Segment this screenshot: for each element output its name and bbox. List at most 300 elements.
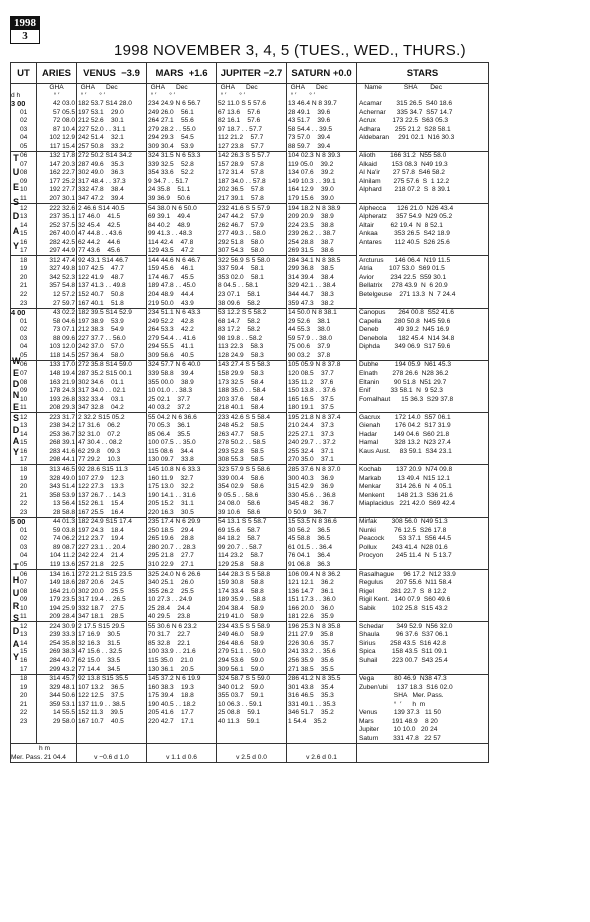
mars-cell: 355 26.2 25.5 <box>148 587 194 595</box>
jupiter-cell: 248 45.2 58.5 <box>218 422 264 430</box>
ut-cell: 08 <box>20 169 28 177</box>
ut-cell: 21 <box>20 282 28 290</box>
jupiter-cell: 264 48.6 58.9 <box>218 639 264 647</box>
stars-cell: Denebola 182 45.4 N14 34.8 <box>359 334 455 342</box>
mars-cell: 309 30.4 53.9 <box>148 143 216 152</box>
ut-cell: 04 <box>20 343 28 351</box>
saturn-cell: 209 20.9 38.9 <box>288 213 334 221</box>
aries-cell: 178 24.3 <box>49 387 75 395</box>
saturn-cell: 316 46.5 35.3 <box>288 692 334 700</box>
jupiter-cell: 82 16.1 57.6 <box>218 117 261 125</box>
mars-cell: 189 47.8 . . 45.0 <box>148 282 196 290</box>
saturn-cell: 91 06.8 36.3 <box>288 561 356 570</box>
mars-cell: 70 31.7 22.7 <box>148 631 191 639</box>
ut-cell: 04 <box>20 134 28 142</box>
jupiter-cell: 232 41.6 S 5 57.9 <box>218 204 271 212</box>
saturn-column <box>287 100 357 744</box>
mars-cell: 100 07.5 . . 35.0 <box>148 439 196 447</box>
stars-cell <box>359 561 488 570</box>
jupiter-cell: 262 46.7 57.9 <box>218 221 264 229</box>
mars-cell: 249 52.2 42.8 <box>148 317 194 325</box>
mars-cell: 175 39.4 18.8 <box>148 692 194 700</box>
saturn-magnitude: +0.0 <box>332 67 352 79</box>
saturn-cell: 88 59.7 39.4 <box>288 143 356 152</box>
ut-cell: 13 <box>20 422 28 430</box>
ut-cell: 21 <box>20 491 28 499</box>
venus-header: VENUS −3.9 <box>77 63 147 84</box>
aries-cell: 72 08.0 <box>53 117 75 125</box>
day-letter: D <box>12 211 20 222</box>
stars-cell <box>359 404 488 413</box>
ut-cell: 03 <box>20 125 28 133</box>
venus-cell: 17 31.6 06.2 <box>78 422 121 430</box>
mars-cell: 295 21.8 27.7 <box>148 552 194 560</box>
mars-cell: 175 13.0 32.2 <box>148 483 194 491</box>
stars-cell: Rigil Kent. 140 07.9 S60 49.6 <box>359 596 451 604</box>
saturn-cell: 164 12.9 39.0 <box>288 186 334 194</box>
data-row <box>11 100 489 744</box>
stars-tail-cell: Jupiter 10 10.0 20 24 <box>359 726 438 734</box>
day-letter: S <box>12 613 19 624</box>
jupiter-cell: 128 24.9 58.3 <box>218 352 286 361</box>
mars-cell: 234 51.1 N 6 43.3 <box>148 309 201 317</box>
saturn-cell: 225 27.1 37.3 <box>288 430 334 438</box>
aries-cell: 342 52.3 <box>49 273 75 281</box>
mars-cell: 55 04.2 N 6 36.6 <box>148 413 197 421</box>
saturn-cell: 239 26.2 . . 38.7 <box>288 230 336 238</box>
venus-cell: 47 15.6 . . 32.5 <box>78 648 122 656</box>
jupiter-footer: v 2.5 d 0.0 <box>217 744 287 763</box>
stars-cell: Gacrux 172 14.0 S57 06.1 <box>359 413 451 421</box>
ut-cell: 07 <box>20 369 28 377</box>
mars-cell: 205 15.2 31.1 <box>148 500 194 508</box>
stars-footer <box>357 744 489 763</box>
aries-cell: 42 03.0 <box>53 100 75 107</box>
jupiter-cell: 112 21.2 57.7 <box>218 134 264 142</box>
ut-cell: 12 <box>20 622 28 630</box>
mars-cell: 309 56.6 40.5 <box>148 352 216 361</box>
saturn-cell: 73 57.0 39.4 <box>288 134 331 142</box>
venus-cell: 227 37.7 . . 56.0 <box>78 334 126 342</box>
ut-cell: 17 <box>11 666 36 675</box>
saturn-cell: 299 36.8 38.5 <box>288 265 334 273</box>
saturn-cell: 136 14.7 36.1 <box>288 587 334 595</box>
jupiter-cell: 308 55.3 58.5 <box>218 456 286 465</box>
jupiter-cell: 99 20.7 . . 58.7 <box>218 543 262 551</box>
jupiter-column <box>217 100 287 744</box>
ut-cell: 05 <box>11 561 36 570</box>
stars-cell: Procyon 245 11.4 N 5 13.7 <box>359 552 452 560</box>
stars-cell: Kochab 137 20.9 N74 09.8 <box>359 465 453 473</box>
day-letter: T <box>13 562 19 573</box>
stars-cell: Alkaid 153 08.3 N49 19.3 <box>359 160 448 168</box>
jupiter-cell: 144 28.3 S 5 58.8 <box>218 570 271 578</box>
aries-cell: 282 42.5 <box>49 238 75 246</box>
mars-cell: 100 33.9 . . 21.6 <box>148 648 196 656</box>
venus-cell: 182 39.5 S14 52.9 <box>78 309 132 317</box>
jupiter-cell: 172 31.4 57.8 <box>218 169 264 177</box>
jupiter-cell: 203 37.6 58.4 <box>218 395 264 403</box>
saturn-cell: 240 29.7 . . 37.2 <box>288 439 336 447</box>
ut-cell: 02 <box>20 326 28 334</box>
aries-cell: 73 07.1 <box>53 326 75 334</box>
stars-cell: Arcturus 146 06.4 N19 11.5 <box>359 256 451 264</box>
stars-cell: Alnilam 275 57.6 S 1 12.2 <box>359 177 450 185</box>
day-letter: E <box>12 367 19 378</box>
aries-cell: 268 39.1 <box>49 439 75 447</box>
aries-cell: 252 37.5 <box>49 221 75 229</box>
venus-cell: 152 40.7 50.8 <box>78 291 124 299</box>
year-page-box <box>10 16 40 44</box>
stars-cell: Avior 234 22.5 S59 30.1 <box>359 273 447 281</box>
ut-cell: 19 <box>20 683 28 691</box>
jupiter-cell: 292 51.8 58.0 <box>218 238 264 246</box>
venus-cell: 32 16.3 31.5 <box>78 639 121 647</box>
venus-cell: 62 15.0 33.5 <box>78 657 121 664</box>
ut-cell: 09 <box>20 387 28 395</box>
saturn-cell: 0 50.9 36.7 <box>288 509 356 518</box>
venus-footer: v −0.6 d 1.0 <box>77 744 147 763</box>
mars-cell: 279 28.2 . . 55.0 <box>148 125 196 133</box>
saturn-cell: 1 54.4 35.2 <box>288 717 327 725</box>
saturn-cell: 166 20.0 36.0 <box>288 604 334 612</box>
jupiter-cell: 307 54.3 58.0 <box>218 247 286 256</box>
ut-cell: 01 <box>20 108 28 116</box>
aries-header: ARIES <box>37 63 77 84</box>
aries-cell: 269 38.3 <box>49 648 75 656</box>
mars-cell: 39 36.9 50.6 <box>148 195 216 204</box>
mars-cell: 355 00.0 38.9 <box>148 378 194 386</box>
page-title: 1998 NOVEMBER 3, 4, 5 (TUES., WED., THURS.) <box>114 42 466 59</box>
mars-cell: 190 40.5 . . 18.2 <box>148 700 196 708</box>
day-letter: D <box>12 379 20 389</box>
venus-magnitude: −3.9 <box>121 67 140 79</box>
saturn-cell: 150 13.8 . . 37.6 <box>288 387 336 395</box>
ut-cell: 10 <box>20 186 28 194</box>
jupiter-cell: 189 35.9 . . 58.8 <box>218 596 266 604</box>
venus-cell: 257 36.4 58.0 <box>78 352 146 361</box>
jupiter-cell: 54 13.1 S 5 58.7 <box>218 518 267 526</box>
saturn-cell: 285 37.6 N 8 37.0 <box>288 465 341 473</box>
saturn-header: SATURN +0.0 <box>287 63 357 84</box>
venus-cell: 242 51.4 32.1 <box>78 134 124 142</box>
stars-cell <box>359 666 488 675</box>
mars-cell: 145 37.2 N 6 19.9 <box>148 675 201 683</box>
ut-cell: 22 <box>20 709 28 717</box>
venus-cell: 182 53.7 S14 28.0 <box>78 100 132 107</box>
ut-cell: 15 <box>20 439 28 447</box>
jupiter-cell: 127 23.8 57.7 <box>218 143 286 152</box>
jupiter-cell: 202 36.5 57.8 <box>218 186 264 194</box>
stars-cell: Venus 139 37.3 11 50 <box>359 709 441 717</box>
saturn-cell: 105 05.9 N 8 37.8 <box>288 361 341 369</box>
aries-cell: 74 06.2 <box>53 535 75 543</box>
ut-cell: 13 <box>20 631 28 639</box>
aries-cell: 253 36.7 <box>49 430 75 438</box>
saturn-cell: 165 16.5 37.5 <box>288 395 334 403</box>
stars-cell: Alphecca 126 21.0 N26 43.4 <box>359 204 454 212</box>
jupiter-cell: 114 23.2 58.7 <box>218 552 264 560</box>
aries-cell: 149 18.6 <box>49 579 75 587</box>
mars-cell: 294 29.3 54.5 <box>148 134 194 142</box>
day-letter: E <box>12 181 19 192</box>
venus-cell: 287 20.6 24.5 <box>78 579 124 587</box>
venus-cell: 197 24.3 18.4 <box>78 526 124 534</box>
ut-cell: 20 <box>20 273 28 281</box>
day-letter: Y <box>12 651 19 662</box>
aries-cell: 147 20.3 <box>49 160 75 168</box>
saturn-cell: 329 42.1 . . 38.4 <box>288 282 336 290</box>
ut-cell: 17 <box>11 247 36 256</box>
venus-cell: 197 38.9 53.9 <box>78 317 124 325</box>
saturn-cell: 300 40.3 36.9 <box>288 474 334 482</box>
saturn-cell: 75 00.6 37.9 <box>288 343 331 351</box>
aries-cell: 313 46.5 <box>49 465 75 473</box>
mars-cell: 69 39.1 49.4 <box>148 213 191 221</box>
ut-cell: 3 00 <box>11 100 26 108</box>
ut-cell: 10 <box>20 395 28 403</box>
mars-cell: 235 17.4 N 6 29.9 <box>148 518 201 526</box>
stars-cell: Antares 112 40.5 S26 25.6 <box>359 238 450 246</box>
mars-cell: 250 18.5 29.4 <box>148 526 194 534</box>
mars-cell: 70 05.3 36.1 <box>148 422 191 430</box>
venus-cell: 272 50.2 S14 34.2 <box>78 152 132 160</box>
venus-cell: 122 41.9 48.7 <box>78 273 124 281</box>
aries-cell: 357 54.8 <box>49 282 75 290</box>
mars-cell: 339 32.5 52.8 <box>148 160 194 168</box>
jupiter-cell: 187 34.0 . . 57.8 <box>218 177 266 185</box>
mars-column <box>147 100 217 744</box>
aries-cell: 88 09.6 <box>53 334 75 342</box>
stars-cell: Aldebaran 291 02.1 N16 30.3 <box>359 134 455 142</box>
aries-cell: 119 13.6 <box>37 561 75 570</box>
aries-cell: 312 47.4 <box>49 256 75 264</box>
ut-cell: 03 <box>20 543 28 551</box>
ut-cell: 06 <box>20 361 28 369</box>
ut-cell: 18 <box>20 465 28 473</box>
saturn-cell: 59 57.9 . . 38.0 <box>288 334 332 342</box>
ut-cell: 17 <box>11 456 36 465</box>
saturn-cell: 286 41.2 N 8 35.5 <box>288 675 341 683</box>
jupiter-cell: 323 57.9 S 5 58.6 <box>218 465 271 473</box>
venus-cell: 122 12.5 37.5 <box>78 692 124 700</box>
jupiter-cell: 68 14.7 58.2 <box>218 317 261 325</box>
venus-cell: 122 27.3 13.3 <box>78 483 124 491</box>
ut-cell: 08 <box>20 587 28 595</box>
aries-cell: 164 21.0 <box>49 587 75 595</box>
stars-cell <box>359 509 488 518</box>
venus-cell: 62 44.2 44.6 <box>78 238 121 246</box>
almanac-page <box>6 8 584 914</box>
subheader-row <box>11 84 489 101</box>
venus-cell: 137 26.7 . . 14.3 <box>78 491 126 499</box>
mars-cell: 40 29.5 23.8 <box>148 613 216 622</box>
saturn-cell: 180 19.1 37.5 <box>288 404 356 413</box>
saturn-cell: 29 52.6 38.1 <box>288 317 331 325</box>
mars-cell: 25 28.4 24.4 <box>148 604 191 612</box>
stars-cell: Miaplacidus 221 42.0 S69 42.4 <box>359 500 456 508</box>
jupiter-cell: 188 35.0 . . 58.4 <box>218 387 266 395</box>
day-letter: W <box>12 356 21 367</box>
saturn-cell: 43 51.7 39.6 <box>288 117 331 125</box>
ut-cell: 06 <box>20 152 28 160</box>
stars-cell: Hadar 149 04.6 S60 21.8 <box>359 430 450 438</box>
mars-cell: 280 20.7 . . 28.3 <box>148 543 196 551</box>
saturn-cell: 106 09.4 N 8 36.2 <box>288 570 341 578</box>
day-letter: A <box>12 436 20 446</box>
ut-cell: 02 <box>20 117 28 125</box>
ut-cell: 10 <box>20 604 28 612</box>
ut-cell: 23 <box>20 717 28 725</box>
jupiter-cell: 247 44.2 57.9 <box>218 213 264 221</box>
jupiter-cell: 67 13.6 57.6 <box>218 108 261 116</box>
saturn-cell: 196 25.3 N 8 35.8 <box>288 622 341 630</box>
jupiter-cell: 339 00.4 58.6 <box>218 474 264 482</box>
mars-cell: 174 46.7 45.5 <box>148 273 194 281</box>
venus-cell: 167 10.7 40.5 <box>78 717 124 725</box>
stars-cell: Al Na'ir 27 57.8 S46 58.2 <box>359 169 445 177</box>
jupiter-cell: 337 59.4 58.1 <box>218 265 264 273</box>
day-letter: A <box>12 639 20 650</box>
mars-subheader: GHA Dec ° ′ ° ′ <box>147 84 217 101</box>
footer-row <box>11 744 489 763</box>
jupiter-cell: 279 51.1 . . 59.0 <box>218 648 266 656</box>
venus-cell: 167 40.1 51.8 <box>78 300 146 309</box>
stars-cell: Elnath 278 26.6 N28 36.2 <box>359 369 449 377</box>
mars-cell: 310 22.9 27.1 <box>148 561 216 570</box>
mars-cell: 265 19.6 28.8 <box>148 535 194 543</box>
mars-cell: 219 50.0 43.9 <box>148 300 216 309</box>
saturn-subheader: GHA Dec ° ′ ° ′ <box>287 84 357 101</box>
jupiter-cell: 24 08.0 58.6 <box>218 500 261 508</box>
jupiter-cell: 25 08.8 59.1 <box>218 709 261 717</box>
aries-cell: 209 28.4 <box>37 613 75 622</box>
ut-cell: 11 <box>11 195 36 204</box>
venus-cell: 272 21.2 S15 23.5 <box>78 570 132 578</box>
saturn-cell: 135 11.2 37.6 <box>288 378 334 386</box>
aries-cell: 254 35.8 <box>49 639 75 647</box>
saturn-cell: 256 35.9 35.6 <box>288 657 334 664</box>
aries-cell: 12 57.2 <box>53 291 75 299</box>
saturn-cell: 315 42.9 36.9 <box>288 483 334 491</box>
stars-cell: Gienah 176 04.2 S17 31.9 <box>359 422 451 430</box>
venus-cell: 2 32.2 S15 05.2 <box>78 413 125 421</box>
day-letter: S <box>12 413 19 424</box>
jupiter-cell: 23 07.1 58.1 <box>218 291 261 299</box>
jupiter-cell: 277 49.3 . . 58.0 <box>218 230 266 238</box>
aries-cell: 222 32.6 <box>49 204 75 212</box>
ut-cell: 14 <box>20 221 28 229</box>
mars-cell: 294 55.5 41.1 <box>148 343 194 351</box>
stars-cell: Acrux 173 22.5 S63 05.3 <box>359 117 449 125</box>
ut-cell: 4 00 <box>11 309 26 318</box>
ut-cell: 22 <box>20 500 28 508</box>
aries-cell: 329 48.1 <box>49 683 75 691</box>
jupiter-cell: 83 17.2 58.2 <box>218 326 261 334</box>
header-row <box>11 63 489 84</box>
stars-cell: Nunki 76 12.5 S26 17.8 <box>359 526 447 534</box>
venus-cell: 242 37.0 57.0 <box>78 343 124 351</box>
jupiter-cell: 324 58.7 S 5 59.0 <box>218 675 271 683</box>
ut-cell: 03 <box>20 334 28 342</box>
day-letter: A <box>12 225 20 236</box>
saturn-cell: 44 55.3 38.0 <box>288 326 331 334</box>
mars-cell: 99 41.3 . . 48.3 <box>148 230 192 238</box>
ut-cell: 19 <box>20 265 28 273</box>
day-letter: H <box>12 574 20 585</box>
ut-cell: 05 <box>11 352 36 361</box>
stars-cell: ° ′ h m <box>359 700 426 708</box>
saturn-cell: 224 23.5 38.8 <box>288 221 334 229</box>
mer-pass-cell: h m Mer. Pass. 21 04.4 <box>11 744 77 763</box>
mars-cell: 279 54.4 . . 41.6 <box>148 334 196 342</box>
saturn-cell: 179 15.6 39.0 <box>288 195 356 204</box>
aries-cell: 58 04.6 <box>53 317 75 325</box>
ut-cell: 20 <box>20 483 28 491</box>
aries-cell: 148 19.4 <box>49 369 75 377</box>
day-letter: Y <box>12 240 19 251</box>
saturn-cell: 28 49.1 39.6 <box>288 108 331 116</box>
aries-cell: 27 59.7 <box>37 300 75 309</box>
stars-cell: Sirius 258 43.5 S16 42.8 <box>359 639 446 647</box>
saturn-cell: 345 48.2 36.7 <box>288 500 334 508</box>
aries-cell: 283 41.6 <box>49 447 75 455</box>
stars-column <box>357 100 489 744</box>
saturn-cell: 194 18.2 N 8 38.9 <box>288 204 341 212</box>
stars-cell: Rasalhague 96 17.2 N12 33.9 <box>359 570 456 578</box>
venus-cell: 347 18.1 28.5 <box>78 613 146 622</box>
year-label: 1998 <box>11 17 39 30</box>
venus-cell: 167 25.5 16.4 <box>78 509 146 518</box>
mars-cell: 220 16.3 30.5 <box>148 509 216 518</box>
aries-cell: 117 15.4 <box>37 143 75 152</box>
ut-cell: 07 <box>20 579 28 587</box>
aries-cell: 267 40.0 <box>49 230 75 238</box>
aries-cell: 14 55.5 <box>53 709 75 717</box>
stars-cell: Fomalhaut 15 36.3 S29 37.8 <box>359 395 454 403</box>
stars-cell <box>359 352 488 361</box>
stars-cell: Suhail 223 00.7 S43 25.4 <box>359 657 448 664</box>
saturn-cell: 104 02.3 N 8 39.3 <box>288 152 341 160</box>
venus-cell: 212 38.3 54.9 <box>78 326 124 334</box>
ut-cell: 14 <box>20 639 28 647</box>
saturn-cell: 271 38.5 35.5 <box>288 666 356 675</box>
venus-cell: 227 23.1 . . 20.4 <box>78 543 126 551</box>
ut-cell: 07 <box>20 160 28 168</box>
day-letter: U <box>12 167 20 178</box>
aries-cell: 59 03.8 <box>53 526 75 534</box>
venus-cell: 332 18.7 27.5 <box>78 604 124 612</box>
venus-cell: 212 52.6 30.1 <box>78 117 124 125</box>
aries-cell: 118 14.5 <box>37 352 75 361</box>
jupiter-cell: 8 04.5 . . 58.1 <box>218 282 259 290</box>
jupiter-cell: 52 11.0 S 5 57.6 <box>218 100 266 107</box>
venus-cell: 137 11.9 . . 38.5 <box>78 700 126 708</box>
jupiter-cell: 353 02.0 58.1 <box>218 273 264 281</box>
jupiter-cell: 129 25.8 58.8 <box>218 561 286 570</box>
saturn-cell: 344 44.7 38.3 <box>288 291 334 299</box>
saturn-cell: 331 49.1 . . 35.3 <box>288 700 336 708</box>
jupiter-cell: 294 53.6 59.0 <box>218 657 264 664</box>
stars-cell: Markab 13 49.4 N15 12.1 <box>359 474 450 482</box>
stars-cell <box>359 195 488 204</box>
stars-cell: Deneb 49 39.2 N45 16.9 <box>359 326 450 334</box>
stars-cell: Spica 158 43.5 S11 09.1 <box>359 648 448 656</box>
saturn-cell: 45 58.8 36.5 <box>288 535 331 543</box>
venus-cell: 287 49.6 35.3 <box>78 160 124 168</box>
mars-cell: 85 06.4 35.5 <box>148 430 191 438</box>
venus-subheader: GHA Dec ° ′ ° ′ <box>77 84 147 101</box>
